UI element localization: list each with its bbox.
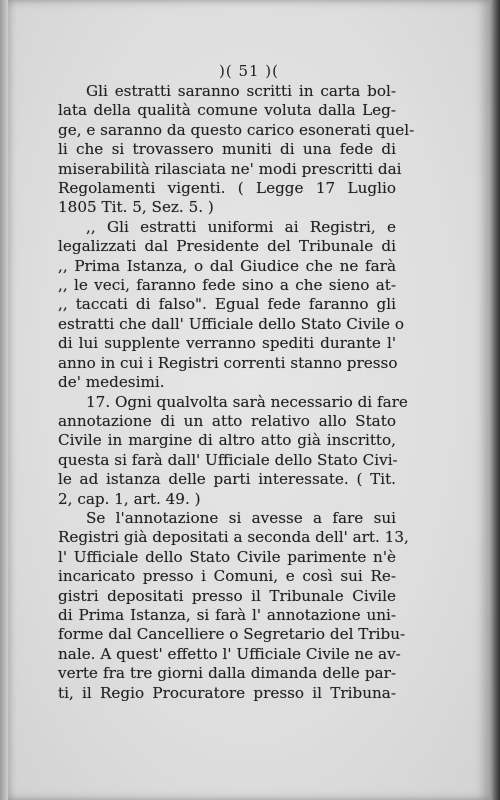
text-line: miserabilità rilasciata ne' modi prescritti dai	[58, 159, 402, 178]
page-number: )( 51 )(	[218, 62, 280, 80]
text-line: nale. A quest' effetto l' Ufficiale Civile ne av-	[58, 644, 401, 663]
text-line: lata della qualità comune voluta dalla Leg-	[58, 101, 396, 120]
text-line: l' Ufficiale dello Stato Civile parimente n'è	[58, 547, 396, 566]
text-line: incaricato presso i Comuni, e così sui Re-	[58, 567, 396, 586]
text-line: annotazione di un atto relativo allo Stato	[58, 411, 396, 430]
text-line: ,, Prima Istanza, o dal Giudice che ne farà	[58, 256, 396, 275]
text-line: 17. Ogni qualvolta sarà necessario di fare	[86, 392, 408, 411]
text-line: ti, il Regio Procuratore presso il Tribuna-	[58, 683, 396, 702]
text-line: legalizzati dal Presidente del Tribunale di	[58, 237, 396, 256]
text-line: verte fra tre giorni dalla dimanda delle par-	[58, 664, 396, 683]
text-line: di Prima Istanza, si farà l' annotazione uni-	[58, 605, 396, 624]
text-line: Gli estratti saranno scritti in carta bol-	[86, 82, 396, 100]
text-line: de' medesimi.	[58, 373, 165, 392]
text-line: le ad istanza delle parti interessate. ( Tit.	[58, 470, 396, 489]
text-line: Registri già depositati a seconda dell' art. 13,	[58, 528, 409, 547]
text-line: Civile in margine di altro atto già inscritto,	[58, 431, 396, 450]
text-line: estratti che dall' Ufficiale dello Stato Civile o	[58, 314, 404, 333]
text-line: 1805 Tit. 5, Sez. 5. )	[58, 198, 214, 217]
text-line: Regolamenti vigenti. ( Legge 17 Luglio	[58, 179, 396, 198]
text-line: gistri depositati presso il Tribunale Civile	[58, 586, 396, 605]
text-line: li che si trovassero muniti di una fede di	[58, 140, 396, 159]
text-line: 2, cap. 1, art. 49. )	[58, 489, 201, 508]
text-line: forme dal Cancelliere o Segretario del Tribu-	[58, 625, 406, 644]
text-line: anno in cui i Registri correnti stanno presso	[58, 353, 398, 372]
book-page	[8, 0, 490, 800]
text-line: ge, e saranno da questo carico esonerati quel-	[58, 120, 415, 139]
page-body-text	[58, 82, 415, 703]
text-line: di lui supplente verranno spediti durante l'	[58, 334, 396, 353]
text-line: ,, taccati di falso". Egual fede faranno gli	[58, 295, 396, 314]
text-line: Se l'annotazione si avesse a fare sui	[86, 508, 396, 527]
text-line: questa si farà dall' Ufficiale dello Stato Civi-	[58, 450, 398, 469]
text-line: ,, le veci, faranno fede sino a che sieno at-	[58, 276, 396, 295]
text-line: ,, Gli estratti uniformi ai Registri, e	[86, 217, 396, 236]
